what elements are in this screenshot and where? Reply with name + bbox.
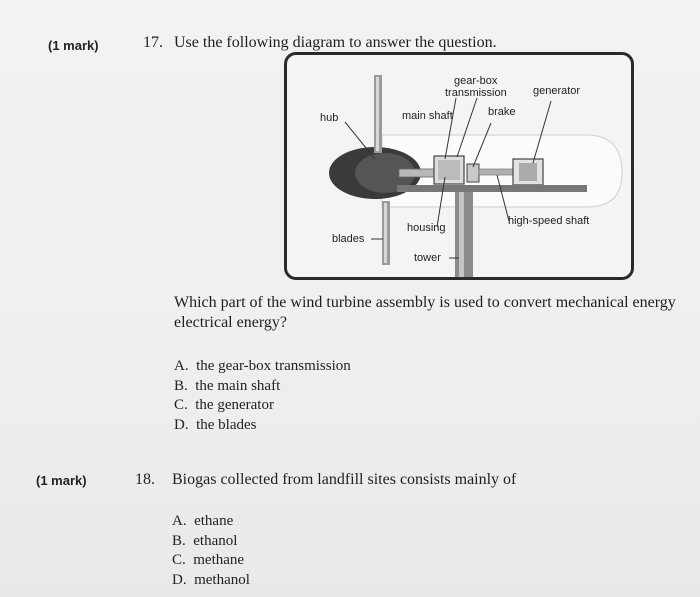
label-gearbox-line1: gear-box xyxy=(454,75,498,87)
q18-options xyxy=(172,512,250,590)
q17-mark: (1 mark) xyxy=(48,38,99,53)
wind-turbine-diagram xyxy=(284,52,634,280)
q18-mark: (1 mark) xyxy=(36,473,87,488)
q18-stem: Biogas collected from landfill sites consists mainly of xyxy=(172,471,517,488)
label-high-speed-shaft: high-speed shaft xyxy=(508,215,590,227)
q17-question-line1: Which part of the wind turbine assembly is used to convert mechanical energy xyxy=(174,294,676,311)
label-housing: housing xyxy=(407,222,446,234)
base-plate xyxy=(397,185,587,192)
q18-option-d[interactable]: D. methanol xyxy=(172,571,250,588)
q17-options xyxy=(174,357,351,435)
q17-option-a[interactable]: A. the gear-box transmission xyxy=(174,358,351,374)
label-blades: blades xyxy=(332,233,365,245)
label-generator: generator xyxy=(533,85,581,97)
high-speed-shaft-shape xyxy=(479,169,515,175)
label-main-shaft: main shaft xyxy=(402,110,453,122)
q18-option-c[interactable]: C. methane xyxy=(172,552,245,568)
q18-number: 18. xyxy=(135,471,155,488)
q17-stem: Use the following diagram to answer the question. xyxy=(174,34,497,51)
q17-question-line2: electrical energy? xyxy=(174,314,287,331)
q17-option-c[interactable]: C. the generator xyxy=(174,397,274,413)
label-tower: tower xyxy=(414,252,441,264)
q18-option-a[interactable]: A. ethane xyxy=(172,513,234,529)
label-brake: brake xyxy=(488,106,516,118)
q18-option-b[interactable]: B. ethanol xyxy=(172,532,238,549)
label-gearbox-line2: transmission xyxy=(445,87,507,99)
label-hub: hub xyxy=(320,112,339,124)
q17-option-b[interactable]: B. the main shaft xyxy=(174,377,281,394)
q17-option-d[interactable]: D. the blades xyxy=(174,416,257,433)
q17-number: 17. xyxy=(143,34,163,51)
